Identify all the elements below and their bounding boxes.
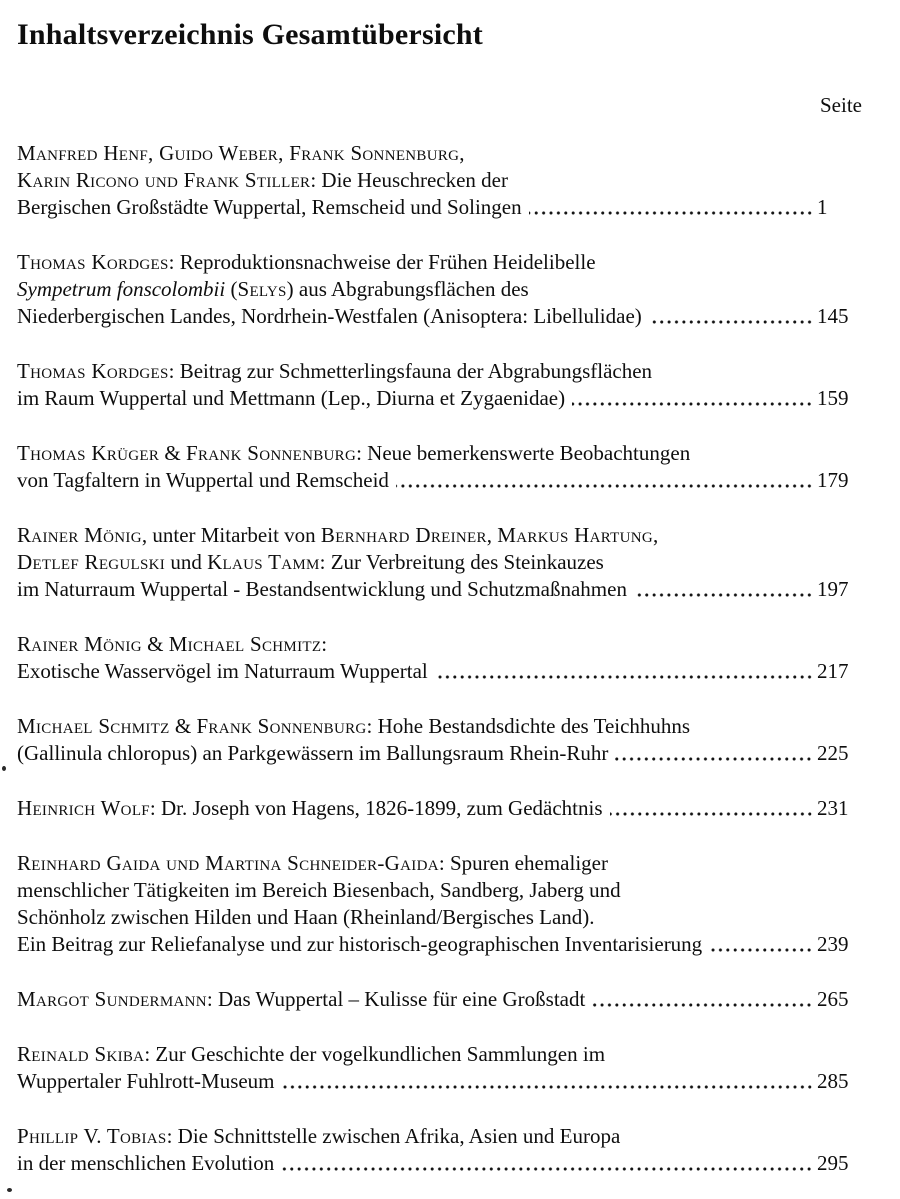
entry-title-text: im Raum Wuppertal und Mettmann (Lep., Diurna et Zygaenidae) [17,386,566,410]
toc-line [17,385,862,412]
toc-line-text [17,740,608,767]
entry-title-text: : Neue bemerkenswerte Beobachtungen [356,441,691,465]
author-names: Thomas Krüger [17,441,160,465]
toc-entry [17,140,862,221]
toc-line-text [17,1150,274,1177]
dot-leader [396,483,813,489]
entry-title-text: von Tagfaltern in Wuppertal und Remscheid [17,468,389,492]
toc-line [17,576,862,603]
toc-line-text [17,523,658,547]
toc-line [17,877,862,904]
author-names: Klaus Tamm [207,550,320,574]
entry-title-text: und [165,550,208,574]
entry-title-text: & [141,632,169,656]
toc-entry [17,1041,862,1095]
author-names: Manfred Henf, Guido Weber, Frank Sonnenburg, [17,141,465,165]
author-names: Bernhard Dreiner [320,523,487,547]
author-names: Selys [237,277,287,301]
toc-line-text [17,250,596,274]
page-number: 217 [817,659,849,683]
toc-entry [17,795,862,822]
toc-line-text [17,441,690,465]
entry-title-text: ) aus Abgrabungsflächen des [286,277,529,301]
toc-line-text [17,986,585,1013]
toc-line [17,1150,862,1177]
toc-line [17,795,862,822]
scan-artifact-speck [2,766,6,771]
author-names: Rainer Mönig [17,632,142,656]
author-names: Karin Ricono und Frank Stiller [17,168,311,192]
page-number: 225 [817,741,849,765]
toc-entry [17,358,862,412]
entry-title-text: : Reproduktionsnachweise der Frühen Heidelibelle [168,250,596,274]
toc-line-text [17,550,604,574]
toc-line-text [17,714,690,738]
toc-line-text [17,931,702,958]
toc-line [17,358,862,385]
toc-line [17,850,862,877]
author-names: Markus Hartung [497,523,654,547]
toc-line-text [17,576,627,603]
toc-line [17,1123,862,1150]
dot-leader [572,401,813,407]
author-names: Frank Sonnenburg [186,441,357,465]
page-column-header: Seite [820,93,862,117]
entry-title-text: : Beitrag zur Schmetterlingsfauna der Abgrabungsflächen [168,359,653,383]
toc-line [17,303,862,330]
entry-title-text: : [321,632,328,656]
toc-entry [17,850,862,958]
entry-title-text: im Naturraum Wuppertal - Bestandsentwicklung und Schutzmaßnahmen [17,577,627,601]
entry-title-text: Schönholz zwischen Hilden und Haan (Rheinland/Bergisches Land). [17,905,595,929]
entry-title-text: : Spuren ehemaliger [438,851,608,875]
toc-line [17,167,862,194]
toc-line [17,713,862,740]
toc-line-text [17,658,428,685]
toc-line-text [17,905,595,929]
toc-line [17,631,862,658]
entry-title-text: Exotische Wasservögel im Naturraum Wuppertal [17,659,428,683]
entry-title-text: in der menschlichen Evolution [17,1151,275,1175]
species-name: Sympetrum fonscolombii [17,277,226,301]
entry-title-text: Niederbergischen Landes, Nordrhein-Westfalen (Anisoptera: Libellulidae) [17,304,642,328]
toc-line [17,140,862,167]
toc-line-text [17,467,389,494]
toc-entry [17,440,862,494]
entry-title-text: & [169,714,197,738]
dot-leader [709,947,813,953]
toc-entry [17,713,862,767]
entry-title-text: : Zur Verbreitung des Steinkauzes [319,550,604,574]
toc-line [17,440,862,467]
toc-line-text [17,878,621,902]
dot-leader [529,210,813,216]
toc-line [17,1068,862,1095]
toc-line [17,931,862,958]
toc-line [17,249,862,276]
author-names: Michael Schmitz [168,632,322,656]
dot-leader [649,319,813,325]
entry-title-text: : Die Schnittstelle zwischen Afrika, Asien und Europa [166,1124,621,1148]
toc-line-text [17,632,327,656]
scan-artifact-speck [7,1188,12,1192]
page-number: 197 [817,577,849,601]
toc-line-text [17,194,522,221]
entry-title-text: menschlicher Tätigkeiten im Bereich Biesenbach, Sandberg, Jaberg und [17,878,621,902]
author-names: Thomas Kordges [17,250,169,274]
toc-line [17,522,862,549]
toc-entry [17,986,862,1013]
toc-entry [17,522,862,603]
dot-leader [634,592,813,598]
author-names: Rainer Mönig [17,523,142,547]
entry-title-text: : Dr. Joseph von Hagens, 1826-1899, zum Gedächtnis [149,796,603,820]
toc-line-text [17,1124,620,1148]
toc-line-text [17,141,465,165]
dot-leader [435,674,813,680]
toc-line-text [17,277,529,301]
toc-line-text [17,359,652,383]
toc-line-text [17,851,608,875]
toc-list [17,140,862,1177]
author-names: Detlef Regulski [17,550,166,574]
toc-line [17,1041,862,1068]
entry-title-text: Bergischen Großstädte Wuppertal, Remscheid und Solingen [17,195,522,219]
page-number: 159 [817,386,849,410]
author-names: Thomas Kordges [17,359,169,383]
toc-line-text [17,795,603,822]
entry-title-text: & [159,441,187,465]
toc-line [17,658,862,685]
entry-title-text: , unter Mitarbeit von [141,523,321,547]
toc-line-text [17,1068,275,1095]
entry-title-text: : Zur Geschichte der vogelkundlichen Sammlungen im [144,1042,606,1066]
toc-line [17,194,862,221]
toc-line-text [17,168,508,192]
page-number: 1 [817,195,828,219]
toc-line [17,549,862,576]
dot-leader [281,1166,813,1172]
page-title: Inhaltsverzeichnis Gesamtübersicht [17,18,483,51]
entry-title-text: : Das Wuppertal – Kulisse für eine Großstadt [206,987,586,1011]
entry-title-text: (Gallinula chloropus) an Parkgewässern im Ballungsraum Rhein-Ruhr [17,741,609,765]
entry-title-text: : Die Heuschrecken der [310,168,508,192]
author-names: Reinald Skiba [17,1042,145,1066]
entry-title-text: , [486,523,498,547]
entry-title-text: : Hohe Bestandsdichte des Teichhuhns [366,714,691,738]
page-number: 145 [817,304,849,328]
author-names: Reinhard Gaida und Martina Schneider-Gaida [17,851,439,875]
toc-entry [17,631,862,685]
page-number: 265 [817,987,849,1011]
entry-title-text: Ein Beitrag zur Reliefanalyse und zur historisch-geographischen Inventarisierung [17,932,703,956]
page-number: 295 [817,1151,849,1175]
dot-leader [592,1002,813,1008]
page-number: 231 [817,796,849,820]
page-number: 239 [817,932,849,956]
entry-title-text: Wuppertaler Fuhlrott-Museum [17,1069,275,1093]
entry-title-text: , [653,523,659,547]
toc-line [17,904,862,931]
author-names: Margot Sundermann [17,987,207,1011]
toc-line [17,276,862,303]
dot-leader [282,1084,813,1090]
page-number: 179 [817,468,849,492]
dot-leader [610,811,813,817]
toc-entry [17,249,862,330]
toc-line-text [17,1042,605,1066]
dot-leader [615,756,813,762]
toc-line [17,740,862,767]
author-names: Michael Schmitz [17,714,170,738]
author-names: Heinrich Wolf [17,796,150,820]
toc-line-text [17,303,642,330]
toc-line [17,467,862,494]
toc-line-text [17,385,565,412]
toc-entry [17,1123,862,1177]
author-names: Phillip V. Tobias [17,1124,167,1148]
toc-line [17,986,862,1013]
entry-title-text: ( [225,277,238,301]
author-names: Frank Sonnenburg [196,714,367,738]
page-number: 285 [817,1069,849,1093]
